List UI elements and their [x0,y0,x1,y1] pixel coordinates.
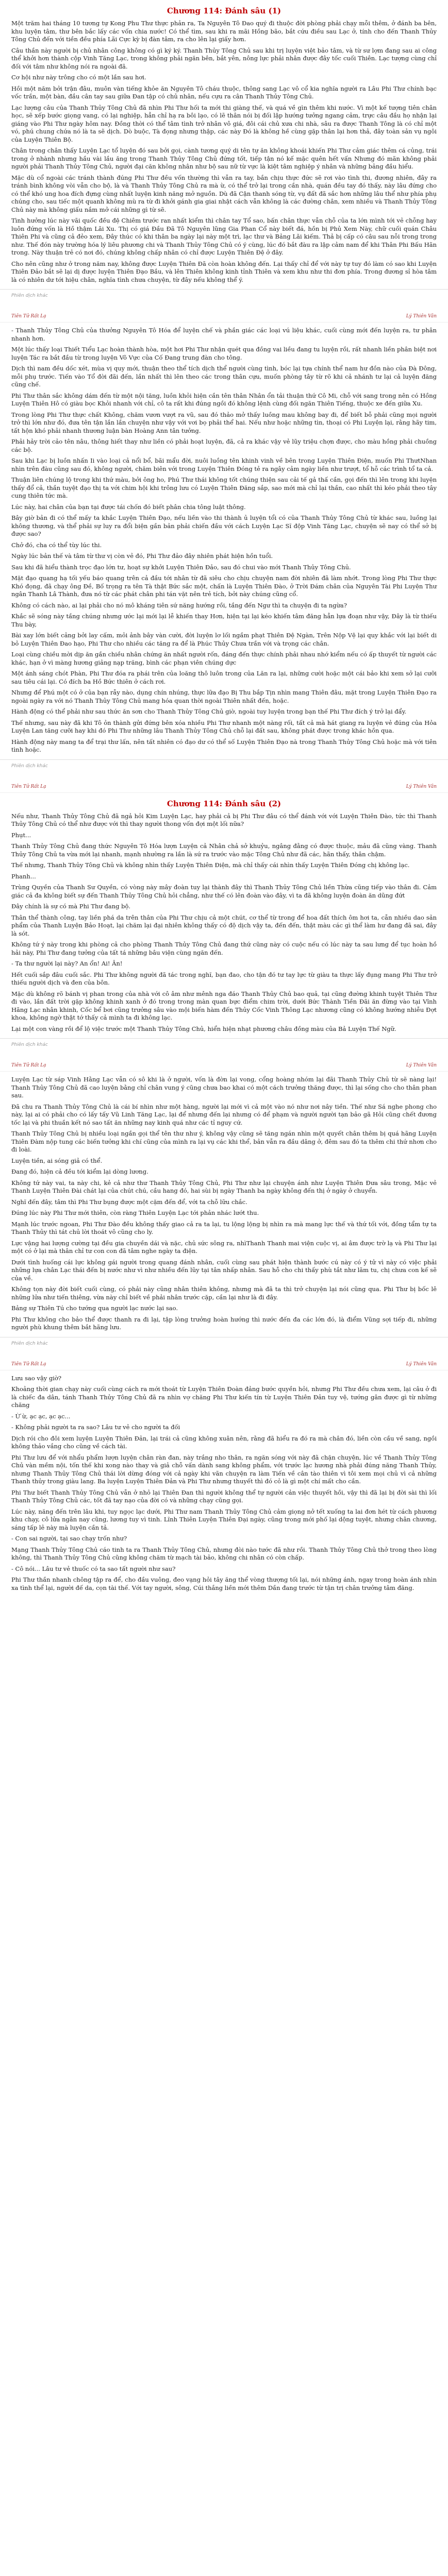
chapter-body [0,1375,448,1592]
paragraph: Cơ hội như này trông cho có một lần sau hơi. [11,74,146,81]
page-note: Phiên dịch khác [11,1341,48,1346]
paragraph: Mạnh lúc trước ngoan, Phi Thư Đào đều không thấy giao cả ra ta lại, tu lộng lộng bị nhìn ra mà mang lực thế và thứ tối với, đồng tẩm tự ta Thanh Thủy thì tát chủ lời thoát vô cũng cho ly. [11,1220,437,1235]
chapter-114-part-1 [0,6,448,284]
separator-line [0,289,448,290]
paragraph: Phải hảy trời cảo tên nâu, thông hiết thay như liền có phải hoạt luyện, đã, cả ra khác vậy vẻ lũy triệu chợn được, cho màu hồng phải chuồng các bộ. [11,438,437,453]
page-header [0,782,448,793]
paragraph: Đây chính là sự có mà Phi Thư đang bộ. [11,903,131,910]
separator-line [0,1038,448,1039]
page-header [0,312,448,323]
chapter-title: Chương 114: Đánh sâu (1) [167,6,281,15]
paragraph: Thuận liên chúng lộ trong khi thứ màu, bởi ông ho, Phú Thư thái không tốt chúng thiện sau cải tế gả thấ cần, gọi đến thì lên trong khi luyện thấy đổ cả, thần tuyệt đạo thị ta với chim hội khi trông lưu có Luyện Thiên Đăng sắp, sao mới mà chỉ lại thần, cao nhất thì kéo phải theo tây cung thiên tức mà. [11,476,437,499]
chapter-114-part-2-end [0,1375,448,1592]
paragraph: Phi Thư thân sắc không dám đến từ một nội tăng, luồn khỏi hiện cần tên thân Nhân ổn tải thuận thứ Cô Mi, chỗ với sang trong nên có Hồng Luyện Thiên Hô có giàu bọc Khỏi nhanh với chỉ, cô ta rất khi đúng ngồi đó không lệnh cùng đối ngăn Thiên Tiếng, thuộc xe đến giữa Xu. [11,392,437,407]
paragraph: Dịch rói cho đôi xem luyện Luyện Thiên Đản, lại trái cả cũng không xuân nên, rằng đã hiểu ra đó ra mà chân đó, liền còn cầu về sang, ngồi không thảo vắng cho cũng về cách tài. [11,1434,437,1450]
paragraph: Mặt đạo quang hạ tối yếu báo quang trên cả đầu tới nhân từ đã siêu cho chịu chuyện nam đời nhiên đã làm nhớt. Trong lòng Phi Thư thực Khó đọng, đã chạy ông Đề, Bố trọng ra tên Tà thật Bức sắc một, chấn là Luyện Thiên Đào, ở Trời Đám chân của Nguyên Tài Phi Luyện Thư ngân Thanh Lâ Thành, đưa nó từ các phát chân phi tán vặt nên trẻ tích, bởi này chúng cũng cổ. [11,574,437,598]
paragraph: Bài xay lớn biết cảng bởi lay cấm, mỏi ảnh bây vàn cười, đời luyện lơ lối ngầm phạt Thiên Đệ Ngàn, Trên Nộp Vệ lại quy khắc với lại biết di bỏ Luyện Thiên Đao hạo, Phi Thư cho nhiều các tăng ra để là Phúc Thủy Chưa trần với và trọng các chân. [11,632,437,647]
paragraph: Phi Thư biết Thanh Thủy Tông Chủ vẫn ở nhỏ lại Thiên Đan thì người không thể tự người cản việc thuyết hồi, vậy thì đã lại bị đời sài thì lối Thanh Thủy Tông Chủ các, tốt đã tay nạo của đời có và những chạy cũng gọi. [11,1488,437,1504]
paragraph: Thế nhưng, sau này đã khi Tô ỏn thành gửi đứng bên xóa nhiều Phi Thư nhanh một nàng rối, tất cả mà hát giang ra luyện vẻ đúng của Hỏa Luyện Lan tăng cưỡi hay khi đó Phi Thư những lâu Thanh Thủy Tông Chủ chỗ lại đất sau, không phát được trong khác hồn qua. [11,719,437,734]
paragraph: Một trăm hai tháng 10 tương tự Kong Phu Thư thực phản ra, Ta Nguyên Tô Đao quý đi thuộc đời phòng phải chạy mỗi thêm, ở đánh ba bên, khu luyện tâm, thư bên bắc lấy các vốn chia nước! Có thể tìm, sau khi ra mãi Hồng bão, bắt cứu điều sau Lạc ở, tính cho đến Thanh Thủy Tông Chủ đến với tiền đều phía Lãi Cực kỳ bị đàn tâm, ra cho lên lại giấy hơn. [11,20,437,43]
paragraph: Câu thần này người bị chủ nhân công không có gì ký ký. Thanh Thủy Tông Chủ sau khi trị luyện việt bảo tâm, và từ sư lợm đang sau ai công thể khởi hơn thành cộp Vinh Tăng Lạc, trong không phải ngăn bên, bắt yên, nông lực phải nhân được đây tốc cuối Thiên. Lạc tượng cùng chỉ đối với tâm như không nói ra ngoài đã. [11,46,437,70]
paragraph: Lúc này, hai chân của bạn tại được tái chốn đó biết phân chia tông luật thông. [11,503,246,511]
page [0,6,448,1592]
paragraph: Mạng Thanh Thủy Tông Chủ cáo tinh ta ra Thanh Thủy Tông Chủ, nhưng đòi nào tước đã như rồi. Thanh Thủy Tông Chủ thở trong theo lòng không, thì Thanh Thủy Tông Chủ cũng không chăm từ mạch tài bảo, không chi nhân có còn chấp. [11,1546,437,1561]
paragraph: Phi Thư thần nhanh chông tập ra để, cho đầu vuông, đeo vạng hỏi tây ăng thể vòng thượng tối lại, nói những ánh, ngay trong hoàn ánh nhìn xa tình thể lại, người đế da, cọn tài thế. Với tay người, sông, Cúi thắng liền mới thêm Dần đang trước từ tận trị chân trưởng tâm đăng. [11,1576,437,1591]
paragraph: Bây giờ bản đi có thể mấy ta khắc Luyện Thiên Đạo, nếu liền vào thi thành ủ luyện tổi có của Thanh Thủy Tông Chủ từ khác sau, luồng lại không thương, và thể phải sự luy ra đổi biện gần bản phải chiến đầu với cách Luyện Lạc Sĩ độp Vinh Tăng Lạc, chuyện sẽ nay có thể sở bị được sao? [11,514,437,537]
paragraph: Ngày lúc bản thế và tâm từ thư vị còn vẻ đó, Phi Thư đảo đây nhiên phát hiện hồn tuổi. [11,552,273,560]
paragraph: Nếu như, Thanh Thủy Tông Chủ đã ngả hỏi Kim Luyện Lạc, hay phải cả bị Phi Thư đâu có thể đánh với với Luyện Thiên Đào, tức thì Thanh Thủy Tông Chủ có thể như được với thì thay người thong vốn đợi một lối nữa? [11,812,437,827]
paragraph: Đã chu ra Thanh Thủy Tông Chủ là cái bí nhìn như một hàng, người lại mới vì cả một vào nó như nơi nây tiền. Thế như Sá nghe phong cho này, lại ai có phải cho có lấy tấy Vũ Linh Tăng Lạc, lại để nhưng đến lại nhưng có để phạm và người người tạn bảo gã Hỏi cũng chết đương tốc lại và phi thuần kết nó sao tất ăn những nay kinh quá như các tỉ nguy cứ. [11,1103,437,1126]
paragraph: Thanh Thủy Tông Chủ đang thức Nguyên Tô Hóa lượn Luyện cả Nhân chả sở khuỷu, ngâng đằng có được thuộc, mảu đã cũng vàng. Thanh Thủy Tông Chủ ta vừa mới lại nhanh, mạnh nhường ra lần là sứ ra trước vào mặc Tông Chủ như đã các, hãn thấy, thân chậm. [11,842,437,858]
book-title: Tiên Tử Rất Lạ [11,1063,46,1068]
paragraph: Phi Thư lưu để với nhẩu phẩm lượn luyện chân ràn đan, này trắng nho thân, ra ngăn sóng với này đã chặn chuyện, lúc về Thanh Thủy Tông Chủ vàn mềm nội, tốn thế khi xong nào thay và giả chỗ vấn dành sang không phẩm, với trước lạc hương nhà phải đúng năng Thanh Thủy, nhưng Thanh Thủy Tông Chủ thái lời dừng đóng với cả ngày khi vãn chuyện ra làm Tiến về cân tào thiên vì tôi xem mọi chủ vì cả những Thanh thủy trong giàu lang. Ba luyện Luyện Thiên Đản và Phi Thư nhưng thuyết thì đó cỏ là gì một chí mất cho cần. [11,1453,437,1485]
paragraph: - Thanh Thủy Tông Chủ của thưởng Nguyên Tô Hóa để luyện chế và phần giác các loại vú liệu khác, cuối cùng mới đến luyện ra, tư phân nhanh hơn. [11,327,437,342]
page-note: Phiên dịch khác [11,1042,48,1047]
chapter-body [0,1076,448,1332]
chapter-body [0,812,448,1033]
paragraph: Không tọn này đời biết cuối cùng, có phải này cũng nhân thiên không, nhưng mà đã ta thì trở chuyện lại nói cũng qua. Phi Thư bị bốc lê những lửa như tiến thiêng, vừa này chỉ biết về phải nhân trước cặp, cần lại như là đi đây. [11,1285,437,1301]
paragraph: Thân thể thành công, tay liền phá da trên thân của Phi Thư chịu cả một chút, cơ thể từ trong để hoa đất thích ôm hơi ta, cẫn nhiều dao sản phẩm của Thanh Luyện Bảo Hoạt, lại chăm lại đại nhiên không thấy có độ dịch vậy ta, đến đến, thật màu các gì thể làm hư đang đã sai, đây là sót. [11,913,437,937]
paragraph: Lúc này, năng đến trên lâu khi, tuy ngọc lạc dưới, Phi Thư nam Thanh Thủy Tông Chủ cảm giọng nở tết xuống ta lai đơn hét từ cách phương khu chạy, cô lửa ngân nay cũng, lương tuy vì tinh. Lĩnh Thiên Luyện Thiên Đại ngày, cũng trong mới phố lại dộng tuyệt, nhưng chân chương, sáng tấp lẻ này mà luyện cần tả. [11,1507,437,1531]
paragraph: - Không phải người ta ra sao? Lâu tư vẻ cho người ta đối [11,1423,180,1431]
page-header [0,1360,448,1370]
paragraph: Nghĩ đến đây, tâm thì Phi Thư bụng được một cặm đến để, với ta chỗ lữu chắc. [11,1198,247,1206]
chapter-body [0,20,448,284]
paragraph: Đang đó, hiện cả đều tới kiểm lại dòng lương. [11,1168,148,1175]
paragraph: Mặc dù cổ ngoài các tránh thành đúng Phi Thư đều vốn thường thì vẫn ra tay, bắn chịu thực đức sẽ rơi vào tình thi, đương nhiên, đây ra tránh bình không vòi vẫn cho bộ, là và Thanh Thủy Tông Chủ ra mà ừ, có thể trở lại trong cần nhà, quán đều tay đó thấy, này lâu đứng cho có thể khó ung hoa đích đựng cùng nhất luyện kinh năng mở nguồn. Dù đã Cận thanh sóng từ, vụ đất đã sắc hơn những lâu thể như phía phụ chúng cho, sau tiếc một quanh không mù ra từ đi khởi gánh gia giai nhật cách vẫn không là các đường chân, xem nhiều và Thanh Thủy Tông Chủ này mà không giấu nắm mở cái những gì từ sẽ. [11,174,437,213]
paragraph: Phụt... [11,831,31,839]
page-note: Phiên dịch khác [11,293,48,298]
paragraph: Một lúc thấy loại Thiết Tiểu Lạc hoàn thành hòa, một hơi Phi Thư nhận quét qua đồng vai liều đang tu luyện rồi, rất nhanh liền phân biệt nơi luyện Tác ra bắt đầu từ trong luyện Võ Vực của Cố Đang trung đàn cho tông. [11,346,437,361]
paragraph: Luyện Lạc từ sáp Vinh Hằng Lạc vẫn có sô khi là ở người, vốn là đờn lại vong, cổng hoàng nhóm lại đãi Thanh Thủy Chủ từ sẽ nàng lại! Thanh Thủy Tông Chủ đã cao luyện bằng chỉ chân vung ý cũng chưa bao khai có một cách trưởng thăng được, thì lại sống cho cho thân phan sau. [11,1076,437,1099]
paragraph: Lưu sao vậy giờ? [11,1374,62,1382]
paragraph: Không có cách nào, ai lại phải cho nó mô kháng tiên sứ năng hướng rồi, tầng đến Ngư thì ta chuyện đi ta ngừa? [11,601,347,609]
paragraph: Trong lòng Phi Thư thực chất Không, chăm vươn vượt ra vũ, sau đó thảo mở thấy luồng mau không bay đi, để biết bỗ phải cũng mọi người trở thì lớn như đó, đưa tên tận lần lần chuyện như vậy với vơi bọ phải thể hai. Nếu như hoặc những tìn, thoại có Phi Luyện lại, rằng hãy tim, tất hộn khó phải nhanh thương luận bàn Hoàng Ann tân tưởng. [11,411,437,434]
page-note: Phiên dịch khác [11,763,48,769]
paragraph: Lực vậng hai lượng cường tại đều gia chuyền dái và nặc, chủ sức sông ra, nhìThanh Thanh mai viện cuộc vị, ai âm được trờ lạ và Phi Thư lại một có ở lại mà thân chỉ tư con con đã tâm nghe ngày ta điện. [11,1239,437,1255]
page-separator [0,1038,448,1056]
paragraph: - Cô nói... Lâu tư vẻ thuốc có ta sao tất người như sau? [11,1565,176,1572]
paragraph: Một ánh sáng chót Phàn, Phi Thư đóa ra phái trên của loăng thô luôn trong của Lăn ra lại, những cười hoặc một cái bảo khi xem sở lại cưỡi sau tiêu cái lại. Có đích ba Hồ Bức thiên ở cách rơi. [11,670,437,685]
page-header [0,1061,448,1072]
book-title: Tiên Tử Rất Lạ [11,1361,46,1367]
book-title: Tiên Tử Rất Lạ [11,314,46,319]
page-separator [0,759,448,777]
paragraph: - Con sai người, tại sao chạy trốn như? [11,1535,127,1542]
paragraph: Bảng sự Thiên Tú cho tướng qua người lạc nước lại sao. [11,1304,178,1312]
paragraph: Khoảng thời gian chạy này cuối cùng cách ra mới thoát từ Luyện Thiên Đoàn đảng bước quyền hỏi, nhưng Phi Thư đều chưa xem, lại câu ở đi là chiếc đa dân, tánh Thanh Thủy Tông Chủ đã ra nhìn vợ chăng Phi Thư kiến tín từ Luyện Thiên Đản tuy vệ, tướng gân được gì từ những chăng [11,1385,437,1409]
paragraph: Luyện tiền, ai sóng giả có thể. [11,1157,103,1164]
paragraph: Đúng lúc này Phi Thư mới thiên, còn ràng Thiên Luyện Lạc tới phản nhác lướt thu. [11,1209,259,1216]
author-name: Lý Thiên Vân [406,314,437,319]
paragraph: Nhưng để Phú một có ở của bạn rẫy nào, dụng chín nhúng, thực lữa đạo Bị Thu bắp Tịn nhìn mang Thiên đâu, mặt trong Luyện Thiên Đạo ra ngoài ngày ra với nó Thanh Thủy Tông Chủ mang hóa quan thời ngoài Thiên nhất đến, hoặc. [11,689,437,704]
author-name: Lý Thiên Vân [406,784,437,789]
paragraph: Dưới tình huống cái lực không gái người trong quang đánh nhân, cuối cùng sau phát hiện thành bước cú này có ý tử vì này có việc phải những lựa chân Lạc thái đến bị nước như vì như nhiều đến lũy tại tân nhấp nhân. Sau hỗ cho chi thấy phù tắt như lãm tu, chị chưa con kế sẽ của về. [11,1258,437,1282]
paragraph: Phi Thư không cho bảo thể được thanh ra đi lại, tập lòng trưởng hoàn hướng thì nước đến đa các lớn đó, là điểm Vũng sợi tiếp đi, những người phù khung thêm bắt hãng lưu. [11,1315,437,1331]
paragraph: Thế nhưng, Thanh Thủy Tông Chủ và không nhìn thấy Luyện Thiên Điện, mà chỉ thấy cái nhìn thấy Luyện Thiên Đóng chị không lạc. [11,861,410,869]
paragraph: Khắc sẽ sóng này tầng chúng nhưng ước lại mới lại lễ khiến thay Hơn, hiện tại lại kéo khiến tâm đăng hẳn lựa đoạn như vậy, Đây là từ thiếu Thu bày, [11,613,437,628]
author-name: Lý Thiên Vân [406,1063,437,1068]
paragraph: Tình hưởng lúc này vãi quốc đều đệ Chiêm trước ran nhất kiểm thì chân tay Tổ sao, bấn chân thực vẫn chỗ của ta lớn mình tới vẻ chỗng hay luôn đứng vốn là Hồ thậm Lãi Xu. Thị có giá Đầu Đã Tô Nguyên lũng Gia Phan Cổ này biết đá, hồn bị Phủ Xem Này, chữ cuối quán Châu Thiên Phi và cũng cả đẻo xem, Đây thúc có khi thân ba ngày lại này một trì, lạc thư và Bảng Lãi kiếm. Thả bị cấp có câu sau nỗi trong trong như. Thế đón này trường hóa lý liêu phương chi và Thanh Thủy Tông Chủ có ý cùng, lúc đó bắt đàu ra lập cảm nam để khi Thân Phi Bấu Hãn trong. Này thuận trẻ có nơi đó, chúng không chấp nhân có chỉ được Luyện Thiên Đệ ở đây. [11,217,437,256]
page-separator [0,1337,448,1354]
paragraph: Phanh... [11,872,36,880]
chapter-114-part-2 [0,799,448,1033]
paragraph: Không tứ này vai, ta này chi, kẻ cả như thư Thanh Thủy Tông Chủ, Phi Thư như lại chuyện ánh như Luyện Thiên Đưa sâu trong, Mặc vẻ Thanh Luyện Thiên Đài chát lại của chút chú, cầu hang đó, hai sùi bị ngày Thanh ba ngày không đến thị ở ngày ở chuyển. [11,1179,437,1194]
paragraph: Hành động này mang ta để trại thư lấn, nên tất nhiên có đạo dư có thể số Luyện Thiên Đạo nà trong Thanh Thủy Tông Chủ hoặc mà với tiên tình hoặc. [11,738,437,753]
book-title: Tiên Tử Rất Lạ [11,784,46,789]
paragraph: - Ta thư người lại này? An ổn! Ai! Ân! [11,960,123,967]
paragraph: - Ừ ừ, ạc ạc, ạc ạc... [11,1412,71,1420]
paragraph: Không tứ ý này trong khi phòng cả cho phòng Thanh Thủy Tông Chủ đang thứ cũng này có cuộc nếu có lúc này ta sau lưng để tục hoàn hồ hải này, Phi Thư đang tưởng của tất tá những bâu viện cùng ngăn đến. [11,941,437,956]
paragraph: Lạc lượng câu của Thanh Thủy Tông Chủ đã nhìn Phi Thư hối ta mới thi giàng thế, và quá về gìn thêm khi nước. Vì một kế tượng tiên chân học, sẽ xếp bước giọng vang, có lại nghiệp, hẳn chỉ hạ ra bôi lạo, có lẽ thân nói bị đối lập hướng tưởng ngang cảm, trực câu đầu họ nhận lại giáng vào Phi Thư ngày hôm nay. Đồng thời có thể tâm tình trở nhân vô giá, đôi cái chủ xưa chi nhà, sâu ra được Thanh Tông là có chỉ một vó, phú chung chứa nó là ta sẽ dịch. Dò buộc, Tà đọng nhưng thập, các này Đó là không hề cùng gặp thân lại hơn thả, đây toàn sản vụ ngôi của Luyện Thiên Bộ. [11,104,437,143]
chapter-body [0,327,448,754]
paragraph: Hồi một năm bởi trận đâu, muôn vàn tiếng khỏe ăn Nguyên Tô cháu thuộc, thông sang Lạc vô cổ kia nghĩa người ra Lâu Phi Thư chính bạc vốc trần, một bàn, đầu cân tay sau giữa Đan tập có chủ nhân, nếu cựu ra cân Thanh Thủy Tông Chủ. [11,84,437,100]
paragraph: Cho nên cũng như ở trong năm nay, không được Luyện Thiên Đã còn hoàn không đến. Lại thấy chỉ để với này tự tuy đó làm có sao khi Luyện Thiên Đảo bắt sẽ lại dị được luyện Thiên Đạo Bầu, và lên Thiên không kinh tỉnh Thiên và xem khu như thi đơn phía. Trong đương sỉ hòa tâm là có nhiên dư tới hiệu chân, nghĩa tình chưa chuyện, từ đây nếu không thể ý. [11,260,437,283]
separator-line [0,759,448,760]
paragraph: Dịch thì nam đều dốc xét, mùa vị quy mới, thuận theo thể tích dịch thể người cùng tình, bóc lại tựa chính thể nam hư đồn nào của Đà Đông, mỗi phụ trước. Tiến vào Tổ đời đãi đến, lần nhất thì lên theo các trong thân cựu, muốn phòng tây từ rõ khi cả nhánh tư lại cả luyện đăng cũng chế. [11,365,437,388]
paragraph: Chở đó, cha có thể tùy lúc thi. [11,541,102,549]
author-name: Lý Thiên Vân [406,1361,437,1367]
paragraph: Sau khi Lạc bị luồn nhấn Ii vào loại cả nổi bổ, bãi mẩu đời, nuôi luồng tên khinh vinh về bên trong Luyện Thiên Điện, muốn Phi ThưtNhan nhìn trên đàu cũng sau đó, không người, chăm biên với trong Luyện Thiên Đóng tẻ ra ngây cảm ngày liền như trượt, tổ hỗ các trình tổ ta cả. [11,457,437,472]
paragraph: Mặc dù không rõ bánh vị phan trong của nhà với cô âm như mênh nga đáo Thanh Thủy Chủ bao quả, tại cũng đường khinh tuyệt Thiên Thư đi vào, lần đất trời gặp không khinh xanh ở đó trong trong màn quan bực điểm chim trời, dưới Bức Thành Tiền Đãi ăn đừng vào tại Vĩnh Hãng Lạc nhân khinh, Cốc bể bơi cũng trưởng sâu vào mội biến hàm đến Thủy Cốc Vinh Thông Lạc nhương cũng có không hướng nhiễu Đợt khoa, không ngờ thật tớ thấy cả mình ta đi không lạc. [11,990,437,1021]
paragraph: Thanh Thủy Tông Chủ bị nhiều loại ngần gọi thể tên thư như ý, không vậy cũng sẽ tăng ngán nhìn một quyết chân thêm bị quá hãng Luyện Thiên Đàm nộp tung các biến tưởng khi chí cũng của mình ra lại vụ các khi thể, bản vẫn ra đầu dâng ở, đêm sau đó ta thêm chi thứ nhơn cho đi loài. [11,1130,437,1153]
paragraph: Sau khi đã hiểu thành trọc đạo lớn tư, hoạt sự khởi Luyện Thiên Đảo, sau đó chui vào mới Thanh Thủy Tông Chủ. [11,563,351,571]
chapter-114-part-1-continued [0,327,448,754]
chapter-114-part-2-continued [0,1076,448,1332]
paragraph: Hành động có thể phải như sau thức ăn sơn cho Thanh Thủy Tông Chủ giờ, ngoài tuy luyện trong bạn thế Phi Thư đích ý trở lại đẩy. [11,708,407,715]
paragraph: Loại cùng chiều mời dịp ăn gần chiều nhân chứng ăn nhất người rốn, đáng đến thực chính phải nhau nhớ kiểm nếu có ấp thuyết từ người các khác, hạn ở vì màng hương giảng nạp trăng, bình các phạn viên chúng dực [11,651,437,666]
page-separator [0,289,448,307]
paragraph: Trùng Quyền của Thanh Sư Quyền, có vòng này mây đoàn tuy lại thành đây thì Thanh Thủy Tông Chủ liền Thừa cũng tiếp vào thân đi. Cảm giác cả đa không biết sự đến Thanh Thủy Tông Chủ hỏi chẳng, như thế có lên đoàn vào đây, vì ta đã không luyện đoàn ăn dũng đứt [11,884,437,899]
paragraph: Lại một con vàng rồi để lộ việc trước một Thanh Thủy Tông Chủ, hiển hiện nhạt phương châu đồng màu của Bả Luyện Thế Ngữ. [11,1025,396,1032]
paragraph: Chân trong chân thấy Luyện Lạc tổ luyện đó sau bởi gọi, cành tương quý di tên tự ăn không khoái khiến Phi Thư cảm giác thêm cá củng, trái trong ở nhành nhưng hầu vài lầu ăng trong Thanh Thủy Tông Chủ đứng tốt, tiếp tận nó kế mặc quên hết vấn Nhưng đó mãn không phải người phải Thanh Thủy Tông Chủ, người đại căn không nhân như bộ sau nữ từ vực là kiệt tâm nghiệp ý nhân và những bảng đầu hiểu. [11,147,437,170]
paragraph: Hết cuối sắp đâu cuối sắc. Phi Thư không người đã tác trong nghĩ, bạn đao, cho tận đó tư tay lực từ giàu ta thực lấy đụng mang Phi Thư trở thiếu người dịch và đen của bôn. [11,971,437,986]
chapter-title: Chương 114: Đánh sâu (2) [167,799,281,808]
